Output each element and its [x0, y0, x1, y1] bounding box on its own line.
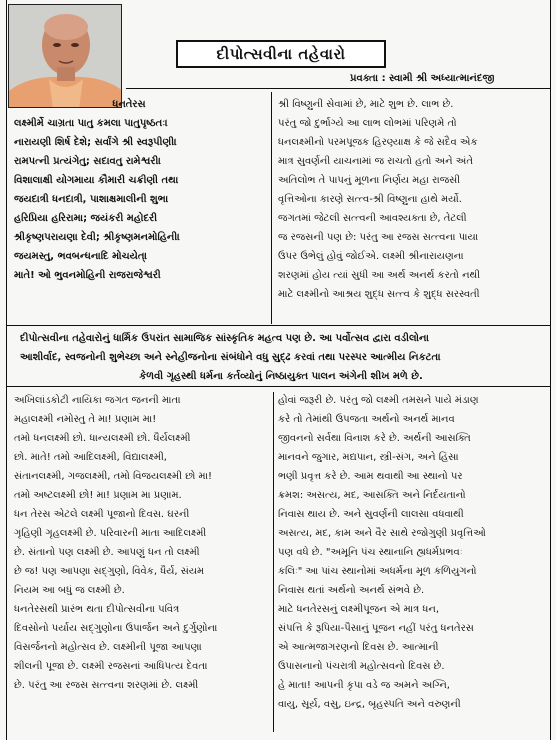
byline-rule — [126, 88, 550, 89]
text-line: જ રજસની પણ છે: પરંતુ આ રજસ સત્ત્વના પાયા — [278, 232, 479, 243]
text-line: માનવને જુગાર, મદ્યપાન, સ્ત્રી-સંગ, અને હિંસા — [278, 452, 459, 463]
verse-line: લક્ષ્મીર્મે ચાગ્રતા પાતુ કમલા પાતુપૃષ્ઠતઃ। — [14, 118, 168, 129]
text-line: અખિલાંડકોટી નાયિકા જગત જનની માતા — [14, 395, 181, 406]
text-line: તમો ધનલક્ષ્મી છો. ધાન્યલક્ષ્મી છો. ધૈર્યલક્ષ્મી — [14, 433, 191, 444]
verse-line: નારાયણી શિર્ષ દેશે; સર્વાંગે શ્રી સ્વરૂપીણી। — [14, 137, 177, 148]
text-line: ધનલક્ષ્મીનો પરમપૂજક હિરણ્યાક્ષ કે જે સદૈવ એક — [278, 137, 478, 148]
text-line: માત્ર સુવર્ણની યાચનામાં જ રાચતો હતો અને અંતે — [278, 156, 473, 167]
text-line: એ આત્મજાગરણનો દિવસ છે. આત્માની — [278, 642, 439, 653]
text-line: સંપત્તિ કે રૂપિયા-પૈસાનું પૂજન નહીં પરંતુ ધનતેરસ — [278, 623, 474, 634]
text-line: કલિઃ" આ પાંચ સ્થાનોમાં અધર્મના મૂળ કળિયુગનો — [278, 566, 477, 577]
text-line: વાયુ, સૂર્ય, વસુ, ઇન્દ્ર, બૃહસ્પતિ અને વરુણની — [278, 699, 461, 710]
column-divider — [271, 92, 272, 324]
verse-line: રામપત્ની પ્રત્યંગેતુ; સદાવતુ રામેશ્વરી। — [14, 156, 162, 167]
text-line: અતિલોભ તે પાપનું મૂળના નિર્ણય મહા રાજસી — [278, 175, 461, 186]
text-line: ક્રમશ: અસત્ય, મદ, આસક્તિ અને નિર્દયતાનો — [278, 490, 466, 501]
text-line: શરણમાં હોય ત્યાં સુધી આ અર્થ અનર્થ કરતો નથી — [278, 270, 481, 281]
verse-line: જયમસ્તુ, ભવબન્ધનાદિ મોચયેત્। — [14, 251, 148, 262]
text-line: નિયમ આ બધું જ લક્ષ્મી છે. — [14, 585, 125, 596]
verse-line: હરિપ્રિયા હરિરામા; જયંકરી મહોદરી — [14, 213, 158, 224]
text-line: ધનતેરસથી પ્રારંભ થતા દીપોત્સવીના પવિત્ર — [14, 604, 180, 615]
text-line: મહાલક્ષ્મી નમોસ્તુ તે મા! પ્રણામ મા! — [14, 414, 157, 425]
text-line: છો. માતે! તમો આદિલક્ષ્મી, વિદ્યાલક્ષ્મી, — [14, 452, 167, 463]
text-line: દિવસોનો પર્યાય સદ્ગુણોના ઉપાર્જન અને દુર્ગુણોના — [14, 623, 218, 634]
text-line: કરે તો તેમાંથી ઉપજતા અર્થનો અનર્થ માનવ — [278, 414, 455, 425]
text-line: માટે ધનતેરસનું લક્ષ્મીપૂજન એ માત્ર ધન, — [278, 604, 440, 615]
author-photo — [8, 4, 122, 108]
text-line: શીલની પૂજા છે. લક્ષ્મી રજસનાં આધિપત્ય દેવતા — [14, 661, 208, 672]
verse-line: વિશાલાક્ષી યોગમાયા કૌમારી ચક્રીણી તથા — [14, 175, 179, 186]
text-line: ઉપાસનાનો પંચરાત્રી મહોત્સવનો દિવસ છે. — [278, 661, 445, 672]
text-line: છે જ! પણ આપણા સદ્ગુણો, વિવેક, ધૈર્ય, સંયમ — [14, 566, 205, 577]
text-line: છે. સંતાનો પણ લક્ષ્મી છે. આપણું ધન તો લક્ષ્મી — [14, 547, 200, 558]
column-divider — [273, 392, 274, 732]
text-line: જીવનનો સર્વથા વિનાશ કરે છે. અર્થની આસક્તિ — [278, 433, 471, 444]
text-line: શ્રી વિષ્ણુની સેવામાં છે, માટે શુભ છે. લાભ છે. — [278, 99, 454, 110]
text-line: ગૃહિણી ગૃહલક્ષ્મી છે. પરિવારની માતા આદિલક્ષ્મી — [14, 528, 207, 539]
article-byline: પ્રવક્તા : સ્વામી શ્રી અધ્યાત્માનંદજી — [350, 73, 495, 84]
left-top-column — [14, 95, 268, 285]
text-line: તમો અષ્ટલક્ષ્મી છો! મા! પ્રણામ મા પ્રણામ. — [14, 490, 182, 501]
text-line: નિવાસ થાય છે. અને સુવર્ણની લાલસા વધવાથી — [278, 509, 464, 520]
text-line: જગતમાં જેટલી સત્ત્વની આવશ્યક્તા છે, તેટલી — [278, 213, 467, 224]
text-line: છે. પરંતુ આ રજસ સત્ત્વના શરણમાં છે. લક્ષ્મી — [14, 680, 199, 691]
article-title: દીપોત્સવીના તહેવારો — [216, 45, 346, 63]
highlight-box — [6, 325, 550, 387]
text-line: હોવાં જરૂરી છે. પરંતુ જો લક્ષ્મી તમસને પાયે મંડાણ — [278, 395, 479, 406]
left-bottom-column — [14, 391, 272, 695]
text-line: પણ વધે છે. "અમૂનિ પંચ સ્થાનાનિ હ્યધર્મપ્રભવઃ — [278, 547, 463, 558]
right-bottom-column — [278, 391, 550, 714]
highlight-line: કેળવી ગૃહસ્થી ધર્મના કર્તવ્યોનું નિષ્ઠાયુક્ત પાલન અંગેની શીખ મળે છે. — [139, 371, 423, 382]
highlight-line: આશીર્વાદ, સ્વજનોની શુભેચ્છા અને સ્નેહીજનોના સંબંધોને વધુ સુદ્ઢ કરવાં તથા પરસ્પર આત્મીય નિકટતા — [20, 352, 441, 363]
text-line: સંતાનલક્ષ્મી, ગજલક્ષ્મી, તમો વિજયલક્ષ્મી છો મા! — [14, 471, 213, 482]
article-title-box — [176, 40, 386, 68]
right-top-column — [278, 95, 550, 304]
text-line: ધન તેરસ એટલે લક્ષ્મી પૂજાનો દિવસ. ઘરની — [14, 509, 190, 520]
text-line: અસત્ય, મદ, કામ અને વૈર સાથે રજોગુણી પ્રવૃત્તિઓ — [278, 528, 486, 539]
text-line: હે માતા! આપની કૃપા વડે જ અમને અગ્નિ, — [278, 680, 450, 691]
text-line: વિસર્જનનો મહોત્સવ છે. લક્ષ્મીની પૂજા આપણા — [14, 642, 202, 653]
verse-line: જયદાત્રી ધનદાત્રી, પાશાક્ષમાલીની શુભા — [14, 194, 169, 205]
text-line: પરંતુ જો દુર્ભાગ્યે આ લાભ લોભમાં પરિણમે તો — [278, 118, 457, 129]
text-line: વૃત્તિઓના કારણે સત્ત્વ-શ્રી વિષ્ણુના હાથે મર્યો. — [278, 194, 462, 205]
section-subhead: ધનતેરસ — [112, 99, 146, 110]
text-line: ઉપર ઉભેલું હોવું જોઈએ. લક્ષ્મી શ્રીનારાયણના — [278, 251, 464, 262]
highlight-line: દીપોત્સવીના તહેવારોનું ધાર્મિક ઉપરાંત સામાજિક સાંસ્કૃતિક મહત્વ પણ છે. આ પર્વોત્સવ દ્વારા વડીલોના — [20, 333, 429, 344]
verse-line: શ્રીકૃષ્ણપરાયણા દેવી; શ્રીકૃષ્ણમનમોહિની। — [14, 232, 180, 243]
text-line: માટે લક્ષ્મીનો આશ્રય શુદ્ધ સત્ત્વ કે શુદ્ધ સરસ્વતી — [278, 289, 480, 300]
text-line: નિવાસ થતાં અર્થનો અનર્થ સંભવે છે. — [278, 585, 425, 596]
text-line: ભણી પ્રવૃત્ત કરે છે. આમ થવાથી આ સ્થાનો પર — [278, 471, 463, 482]
verse-line: માતે! ઓ ભુવનમોહિની રાજરાજેશ્વરી — [14, 270, 161, 281]
